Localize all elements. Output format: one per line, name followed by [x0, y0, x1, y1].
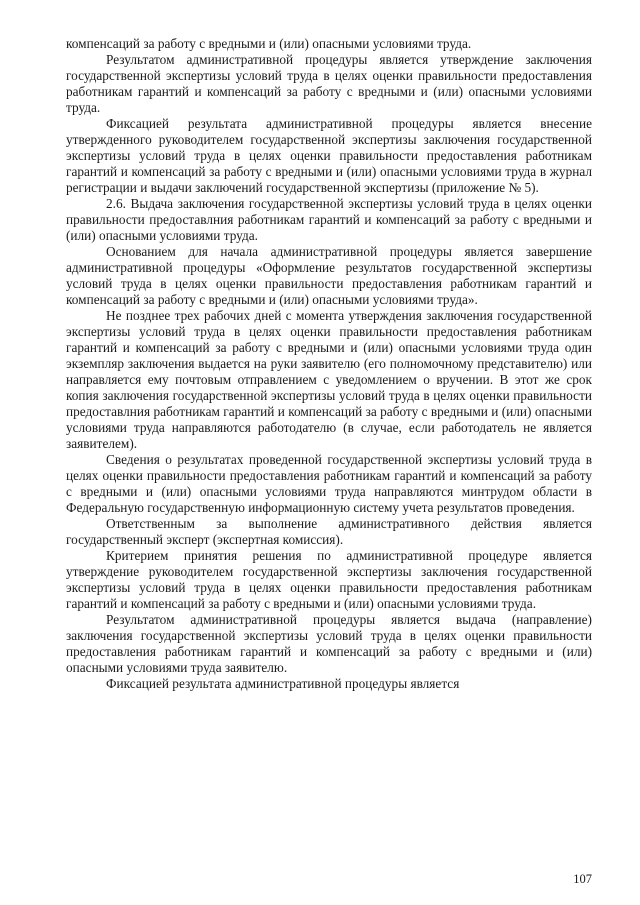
page-number: 107 [573, 872, 592, 886]
paragraph-responsible: Ответственным за выполнение административного действия является государственный эксперт (экспертная комиссия). [66, 516, 592, 547]
paragraph-information-system: Сведения о результатах проведенной государственной экспертизы условий труда в целях оценки правильности предоставления работникам гарантий и компенсаций за работу с вредными и (или) опасными условиями труда направляются минтрудом области в Федеральную государственную информационную систему учета результатов проведения. [66, 452, 592, 515]
paragraph-deadline: Не позднее трех рабочих дней с момента утверждения заключения государственной экспертизы условий труда в целях оценки правильности предоставления работникам гарантий и компенсаций за работу с вредными и (или) опасными условиями труда один экземпляр заключения выдается на руки заявителю (его полномочному представителю) или направляется ему почтовым отправлением с уведомлением о вручении. В этот же срок копия заключения государственной экспертизы условий труда в целях оценки правильности предоставлния работникам гарантий и компенсаций за работу с вредными и (или) опасными условиями труда направляются работодателю (в случае, если работодатель не является заявителем). [66, 308, 592, 451]
paragraph-criterion: Критерием принятия решения по административной процедуре является утверждение руководителем государственной экспертизы заключения государственной экспертизы условий труда в целях оценки правильности предоставления работникам гарантий и компенсаций за работу с вредными и (или) опасными условиями труда. [66, 548, 592, 611]
paragraph-fixation-journal: Фиксацией результата административной процедуры является внесение утвержденного руководителем государственной экспертизы заключения государственной экспертизы условий труда в целях оценки правильности предоставления работникам гарантий и компенсаций за работу с вредными и (или) опасными условиями труда в журнал регистрации и выдачи заключений государственной экспертизы (приложение № 5). [66, 116, 592, 195]
paragraph-result-approval: Результатом административной процедуры является утверждение заключения государственной экспертизы условий труда в целях оценки правильности предоставления работникам гарантий и компенсаций за работу с вредными и (или) опасными условиями труда. [66, 52, 592, 115]
document-page [66, 36, 592, 692]
paragraph-fixation-start: Фиксацией результата административной процедуры является [106, 676, 460, 691]
paragraph-continuation: компенсаций за работу с вредными и (или) опасными условиями труда. [66, 36, 472, 51]
section-heading-2-6: 2.6. Выдача заключения государственной экспертизы условий труда в целях оценки правильности предоставлния работникам гарантий и компенсаций за работу с вредными и (или) опасными условиями труда. [66, 196, 592, 243]
paragraph-basis: Основанием для начала административной процедуры является завершение административной процедуры «Оформление результатов государственной экспертизы условий труда в целях оценки правильности предоставления работникам гарантий и компенсаций за работу с вредными и (или) опасными условиями труда». [66, 244, 592, 307]
paragraph-result-issue: Результатом административной процедуры является выдача (направление) заключения государственной экспертизы условий труда в целях оценки правильности предоставления работникам гарантий и компенсаций за работу с вредными и (или) опасными условиями труда заявителю. [66, 612, 592, 675]
